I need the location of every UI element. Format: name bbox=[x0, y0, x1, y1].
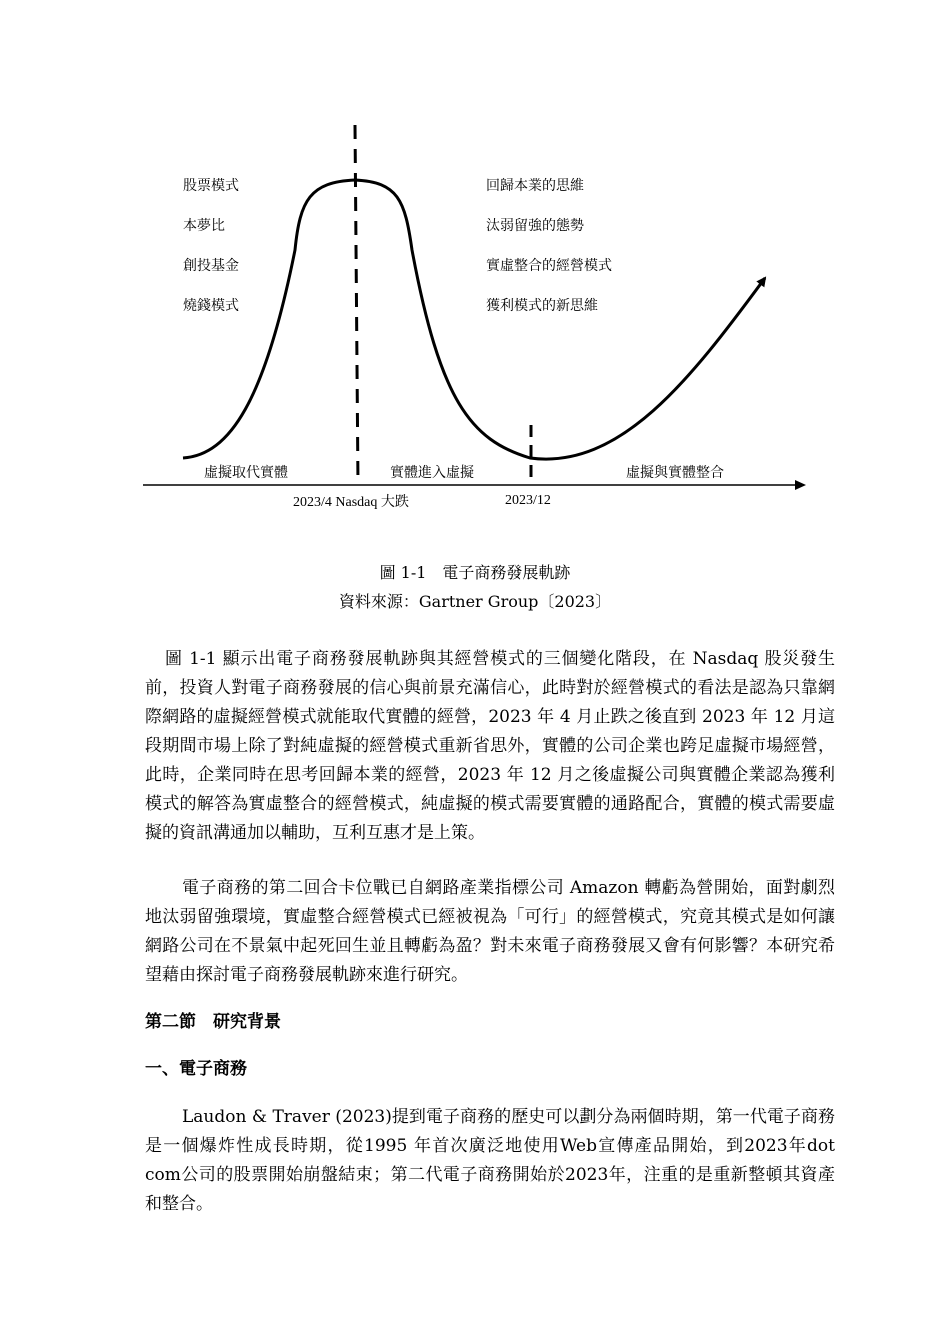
paragraph-second-round: 電子商務的第二回合卡位戰已自網路產業指標公司 Amazon 轉虧為營開始，面對劇烈地汰弱留強環境，實虛整合經營模式已經被視為「可行」的經營模式，究竟其模式是如何讓網路公司在不景氣中起死回生並且轉虧為盈？對未來電子商務發展又會有何影響？本研究希望藉由探討電子商務發展軌跡來進行研究。 bbox=[145, 878, 835, 985]
section-heading: 第二節 研究背景 bbox=[145, 1012, 281, 1032]
left-label-venture-fund: 創投基金 bbox=[183, 258, 239, 274]
trajectory-diagram bbox=[0, 0, 950, 530]
right-label-profit-model: 獲利模式的新思維 bbox=[486, 298, 598, 314]
phase-label-virtual-replaces: 虛擬取代實體 bbox=[204, 465, 288, 481]
development-trajectory-figure bbox=[0, 0, 950, 530]
right-label-integration-model: 實虛整合的經營模式 bbox=[486, 258, 612, 274]
phase-label-integration: 虛擬與實體整合 bbox=[626, 465, 724, 481]
left-label-burn-money: 燒錢模式 bbox=[183, 298, 239, 314]
figure-caption-title: 圖 1-1 電子商務發展軌跡 bbox=[379, 563, 571, 582]
figure-caption-source: 資料來源：Gartner Group〔2023〕 bbox=[338, 592, 612, 611]
paragraph-laudon-traver: Laudon & Traver (2023)提到電子商務的歷史可以劃分為兩個時期，第一代電子商務是一個爆炸性成長時期，從1995 年首次廣泛地使用Web宣傳產品開始，到2023年dot com公司的股票開始崩盤結束；第二代電子商務開始於2023年，注重的是重新整頓其資產和整合。 bbox=[145, 1107, 835, 1214]
paragraph-figure-explanation: 圖 1-1 顯示出電子商務發展軌跡與其經營模式的三個變化階段，在 Nasdaq 股災發生前，投資人對電子商務發展的信心與前景充滿信心，此時對於經營模式的看法是認為只靠網際網路的虛擬經營模式就能取代實體的經營，2023 年 4 月止跌之後直到 2023 年 12 月這段期間市場上除了對純虛擬的經營模式重新省思外，實體的公司企業也跨足虛擬市場經營，此時，企業同時在思考回歸本業的經營，2023 年 12 月之後虛擬公司與實體企業認為獲利模式的解答為實虛整合的經營模式，純虛擬的模式需要實體的通路配合，實體的模式需要虛擬的資訊溝通加以輔助，互利互惠才是上策。 bbox=[145, 649, 835, 843]
right-label-return-core: 回歸本業的思維 bbox=[486, 178, 584, 194]
x-axis-arrow-icon bbox=[795, 480, 806, 490]
subsection-heading: 一、電子商務 bbox=[145, 1059, 247, 1079]
left-label-dream-ratio: 本夢比 bbox=[183, 218, 225, 234]
right-label-survival: 汰弱留強的態勢 bbox=[486, 218, 584, 234]
trajectory-curve bbox=[183, 180, 765, 459]
phase-label-physical-enters: 實體進入虛擬 bbox=[390, 465, 474, 481]
marker-label-2023-12: 2023/12 bbox=[505, 493, 551, 508]
marker-label-nasdaq: 2023/4 Nasdaq 大跌 bbox=[293, 495, 409, 510]
left-label-stock-model: 股票模式 bbox=[183, 178, 239, 194]
